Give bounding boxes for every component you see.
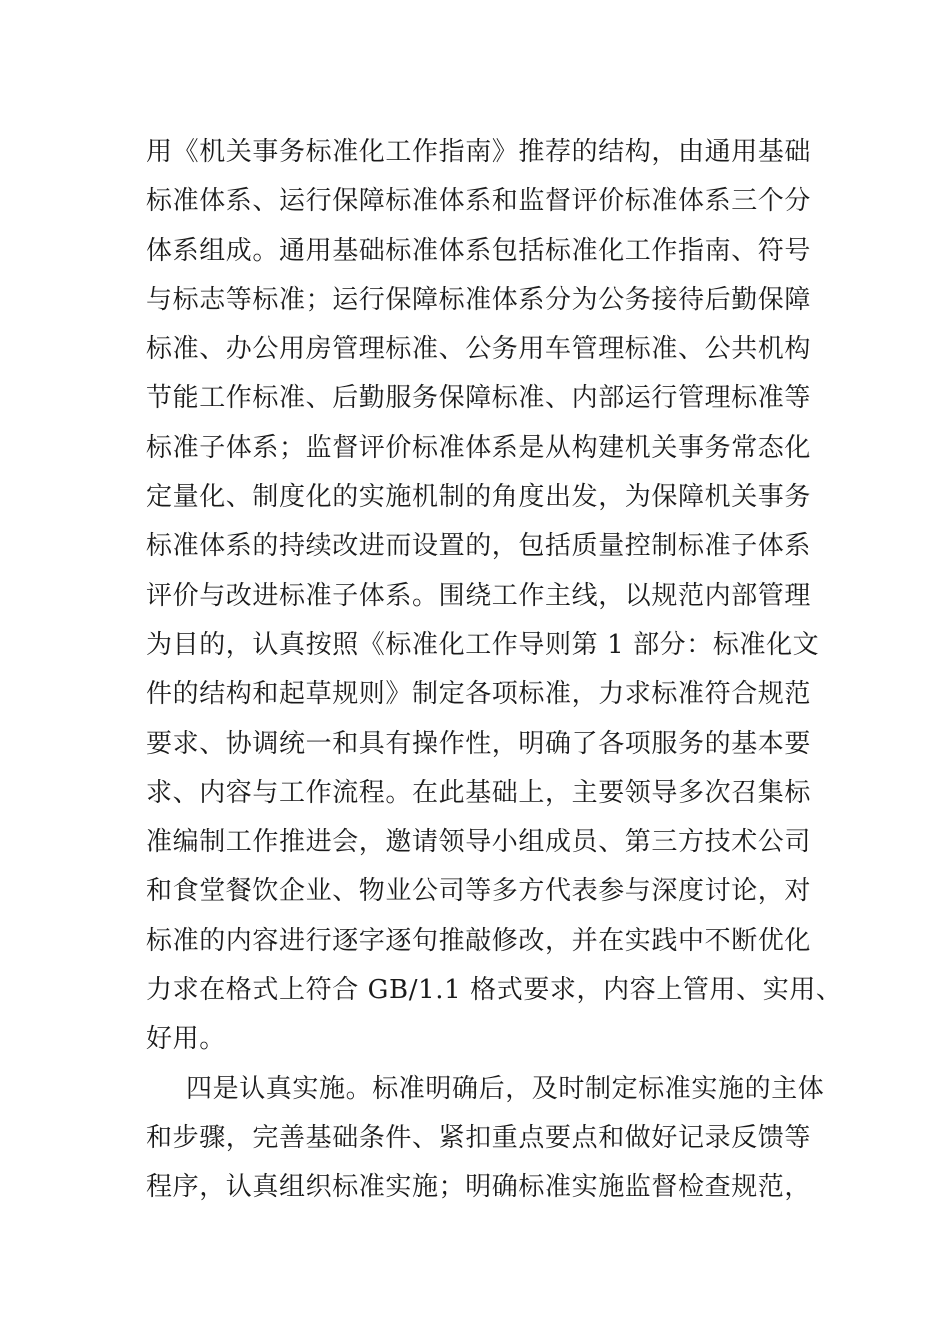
text-line: 用《机关事务标准化工作指南》推荐的结构，由通用基础 <box>146 137 812 167</box>
text-line: 好用。 <box>146 1024 226 1055</box>
text-line: 评价与改进标准子体系。围绕工作主线，以规范内部管理 <box>146 580 812 611</box>
text-line: 标准子体系；监督评价标准体系是从构建机关事务常态化 <box>146 432 812 463</box>
text-line: 标准、办公用房管理标准、公务用车管理标准、公共机构 <box>146 334 812 365</box>
text-line: 标准体系、运行保障标准体系和监督评价标准体系三个分 <box>146 186 812 217</box>
text-line: 力求在格式上符合 GB/1.1 格式要求，内容上管用、实用、 <box>146 975 843 1006</box>
text-line: 要求、协调统一和具有操作性，明确了各项服务的基本要 <box>146 728 812 759</box>
text-line: 求、内容与工作流程。在此基础上，主要领导多次召集标 <box>146 777 812 808</box>
paragraph-start-line: 四是认真实施。标准明确后，及时制定标准实施的主体 <box>186 1073 825 1104</box>
text-line: 和步骤，完善基础条件、紧扣重点要点和做好记录反馈等 <box>146 1122 812 1153</box>
text-line: 与标志等标准；运行保障标准体系分为公务接待后勤保障 <box>146 284 812 315</box>
text-line: 定量化、制度化的实施机制的角度出发，为保障机关事务 <box>146 482 812 513</box>
text-line: 件的结构和起草规则》制定各项标准，力求标准符合规范 <box>146 679 812 710</box>
text-line: 为目的，认真按照《标准化工作导则第 1 部分：标准化文 <box>146 629 820 660</box>
text-line: 节能工作标准、后勤服务保障标准、内部运行管理标准等 <box>146 383 812 414</box>
text-line: 程序，认真组织标准实施；明确标准实施监督检查规范， <box>146 1172 812 1203</box>
body-text <box>146 128 843 1213</box>
text-line: 体系组成。通用基础标准体系包括标准化工作指南、符号 <box>146 235 812 266</box>
text-line: 标准的内容进行逐字逐句推敲修改，并在实践中不断优化 <box>146 925 812 956</box>
text-line: 和食堂餐饮企业、物业公司等多方代表参与深度讨论，对 <box>146 876 812 907</box>
text-line: 准编制工作推进会，邀请领导小组成员、第三方技术公司 <box>146 827 812 858</box>
text-line: 标准体系的持续改进而设置的，包括质量控制标准子体系 <box>146 531 812 562</box>
